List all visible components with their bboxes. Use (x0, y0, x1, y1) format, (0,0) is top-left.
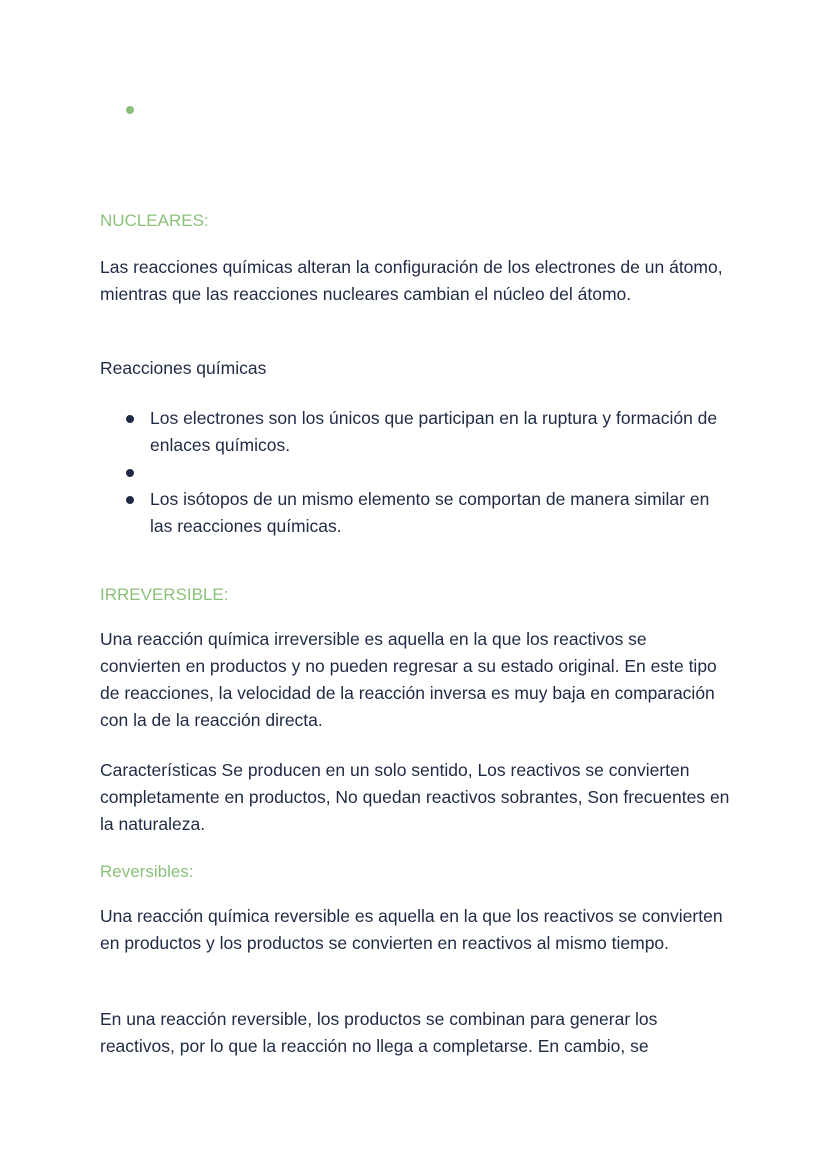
heading-reversibles: Reversibles: (100, 862, 194, 881)
bullet-list-reacciones (100, 405, 730, 540)
bullet-item-electrones (100, 405, 730, 459)
heading-irreversible: IRREVERSIBLE: (100, 585, 229, 604)
bullet-item-empty (100, 459, 730, 486)
paragraph-nucleares-intro: Las reacciones químicas alteran la configuración de los electrones de un átomo, mientras que las reacciones nucleares cambian el núcleo del átomo. (100, 257, 723, 304)
bullet-dot (126, 496, 134, 504)
bullet-dot (126, 415, 134, 423)
paragraph-irreversible-def: Una reacción química irreversible es aquella en la que los reactivos se convierten en productos y no pueden regresar a su estado original. En este tipo de reacciones, la velocidad de la reacción inversa es muy baja en comparación con la de la reacción directa. (100, 629, 717, 730)
bullet-text: Los electrones son los únicos que participan en la ruptura y formación de enlaces químicos. (150, 408, 718, 455)
paragraph-reversible-more: En una reacción reversible, los productos se combinan para generar los reactivos, por lo que la reacción no llega a completarse. En cambio, se (100, 1009, 658, 1056)
bullet-dot (126, 469, 134, 477)
top-bullet-dot (126, 106, 134, 114)
paragraph-caracteristicas: Características Se producen en un solo sentido, Los reactivos se convierten completamente en productos, No quedan reactivos sobrantes, Son frecuentes en la naturaleza. (100, 760, 730, 834)
bullet-text: Los isótopos de un mismo elemento se comportan de manera similar en las reacciones químicas. (150, 489, 710, 536)
heading-nucleares: NUCLEARES: (100, 211, 209, 230)
paragraph-reversible-def: Una reacción química reversible es aquella en la que los reactivos se convierten en productos y los productos se convierten en reactivos al mismo tiempo. (100, 906, 723, 953)
paragraph-reacciones-quimicas: Reacciones químicas (100, 358, 267, 378)
bullet-item-isotopos (100, 486, 730, 540)
